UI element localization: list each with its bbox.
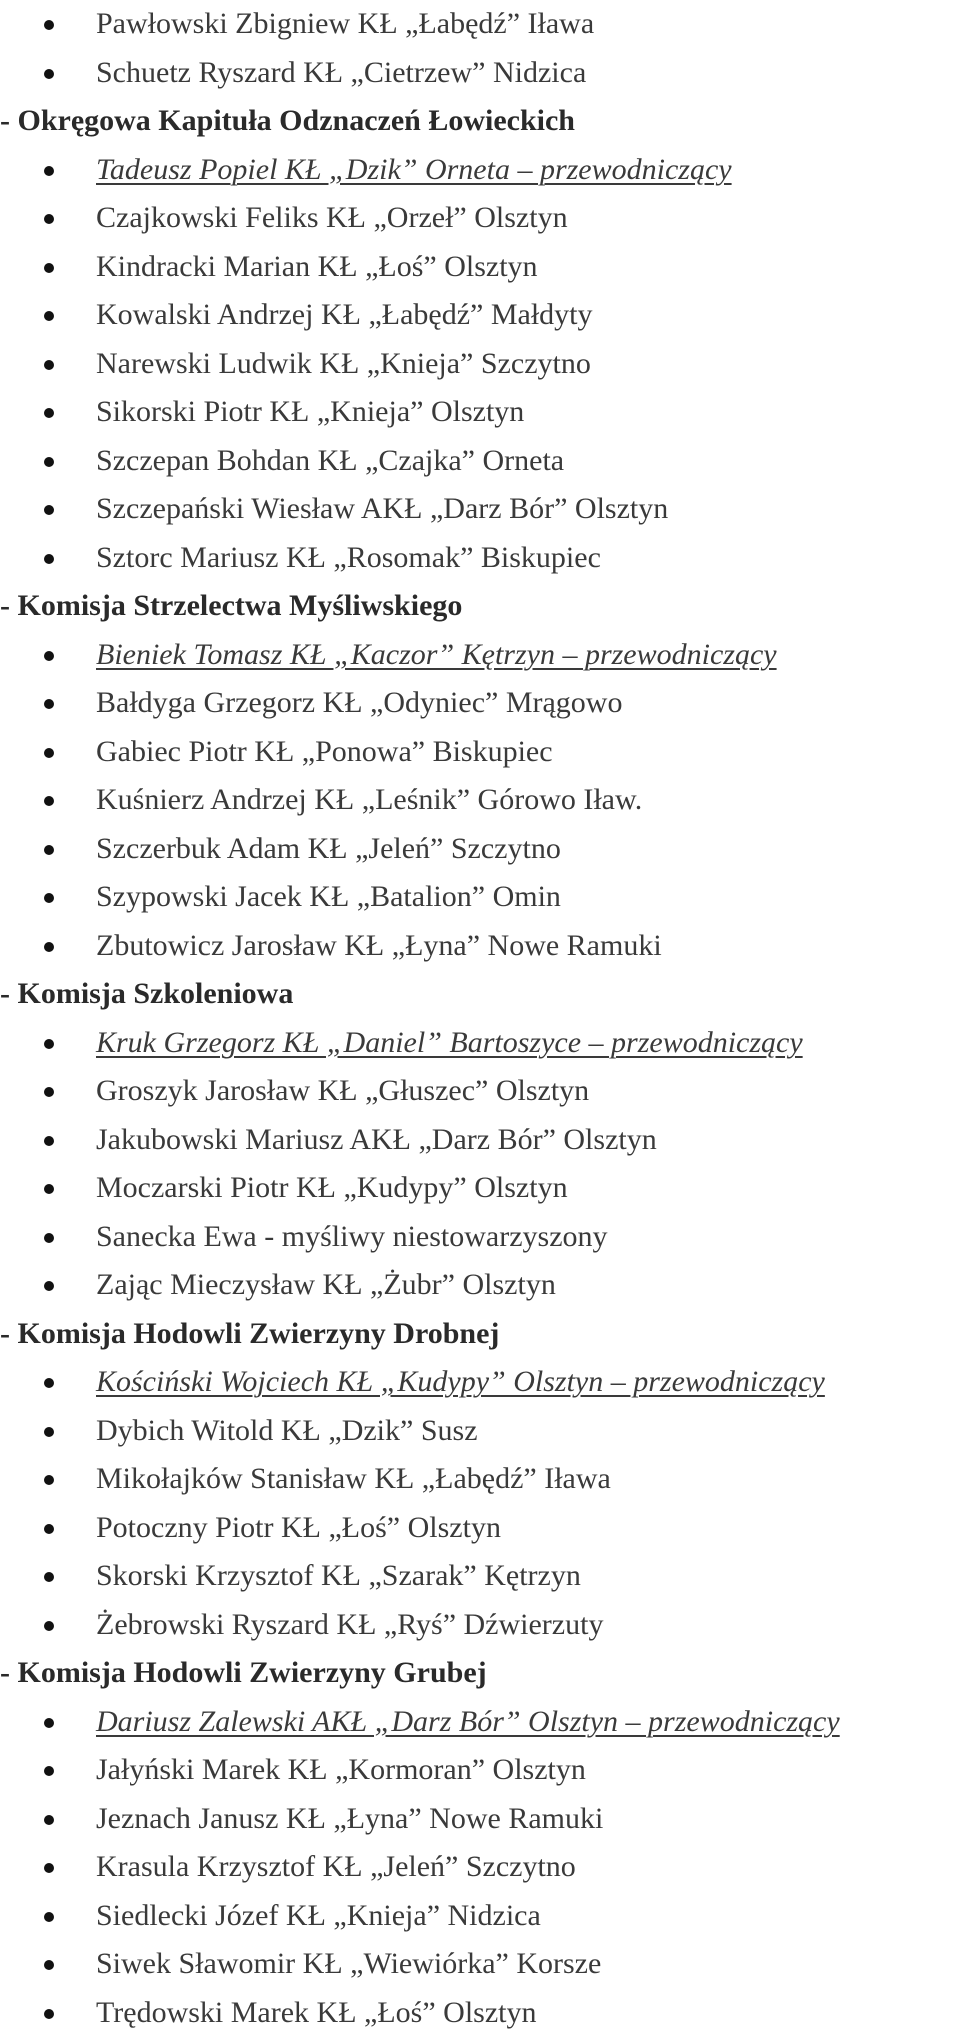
- member-text: Siedlecki Józef KŁ „Knieja” Nidzica: [96, 1899, 541, 1932]
- bullet-icon: [44, 942, 54, 952]
- list-item: [0, 1601, 960, 1650]
- section-heading: [0, 970, 960, 1019]
- bullet-icon: [44, 263, 54, 273]
- section-heading-text: - Okręgowa Kapituła Odznaczeń Łowieckich: [0, 104, 575, 137]
- member-text: Skorski Krzysztof KŁ „Szarak” Kętrzyn: [96, 1559, 581, 1592]
- list-item: [0, 1746, 960, 1795]
- section-heading: [0, 1310, 960, 1359]
- list-item: [0, 1067, 960, 1116]
- chairperson-text: Bieniek Tomasz KŁ „Kaczor” Kętrzyn – przewodniczący: [96, 638, 777, 671]
- list-item: [0, 1261, 960, 1310]
- list-item: [0, 146, 960, 195]
- bullet-icon: [44, 748, 54, 758]
- list-item: [0, 1989, 960, 2037]
- list-item: [0, 1698, 960, 1747]
- bullet-icon: [44, 1184, 54, 1194]
- member-text: Kuśnierz Andrzej KŁ „Leśnik” Górowo Iław.: [96, 783, 642, 816]
- bullet-icon: [44, 699, 54, 709]
- chairperson-text: Dariusz Zalewski AKŁ „Darz Bór” Olsztyn – przewodniczący: [96, 1705, 840, 1738]
- bullet-icon: [44, 1960, 54, 1970]
- list-item: [0, 243, 960, 292]
- member-text: Szczepan Bohdan KŁ „Czajka” Orneta: [96, 444, 564, 477]
- list-item: [0, 340, 960, 389]
- member-text: Kowalski Andrzej KŁ „Łabędź” Małdyty: [96, 298, 593, 331]
- member-text: Zając Mieczysław KŁ „Żubr” Olsztyn: [96, 1268, 556, 1301]
- chairperson-text: Tadeusz Popiel KŁ „Dzik” Orneta – przewodniczący: [96, 153, 732, 186]
- member-text: Jakubowski Mariusz AKŁ „Darz Bór” Olsztyn: [96, 1123, 657, 1156]
- list-item: [0, 1504, 960, 1553]
- list-item: [0, 1940, 960, 1989]
- bullet-icon: [44, 1766, 54, 1776]
- section-heading-text: - Komisja Szkoleniowa: [0, 977, 293, 1010]
- bullet-icon: [44, 1912, 54, 1922]
- bullet-icon: [44, 796, 54, 806]
- bullet-icon: [44, 20, 54, 30]
- list-item: [0, 291, 960, 340]
- member-text: Dybich Witold KŁ „Dzik” Susz: [96, 1414, 478, 1447]
- member-text: Siwek Sławomir KŁ „Wiewiórka” Korsze: [96, 1947, 601, 1980]
- section-heading: [0, 582, 960, 631]
- list-item: [0, 388, 960, 437]
- member-text: Szczerbuk Adam KŁ „Jeleń” Szczytno: [96, 832, 561, 865]
- list-item: [0, 728, 960, 777]
- list-item: [0, 194, 960, 243]
- bullet-icon: [44, 1863, 54, 1873]
- list-item: [0, 534, 960, 583]
- member-text: Sztorc Mariusz KŁ „Rosomak” Biskupiec: [96, 541, 601, 574]
- list-item: [0, 1407, 960, 1456]
- bullet-icon: [44, 1233, 54, 1243]
- bullet-icon: [44, 360, 54, 370]
- list-item: [0, 631, 960, 680]
- bullet-icon: [44, 845, 54, 855]
- bullet-icon: [44, 457, 54, 467]
- member-text: Schuetz Ryszard KŁ „Cietrzew” Nidzica: [96, 56, 586, 89]
- chairperson-text: Kruk Grzegorz KŁ „Daniel” Bartoszyce – przewodniczący: [96, 1026, 803, 1059]
- member-text: Pawłowski Zbigniew KŁ „Łabędź” Iława: [96, 7, 594, 40]
- member-text: Kindracki Marian KŁ „Łoś” Olsztyn: [96, 250, 538, 283]
- member-text: Szypowski Jacek KŁ „Batalion” Omin: [96, 880, 561, 913]
- bullet-icon: [44, 2009, 54, 2019]
- list-item: [0, 1552, 960, 1601]
- bullet-icon: [44, 893, 54, 903]
- list-item: [0, 1164, 960, 1213]
- list-item: [0, 1358, 960, 1407]
- bullet-icon: [44, 311, 54, 321]
- section-heading: [0, 97, 960, 146]
- bullet-icon: [44, 1475, 54, 1485]
- list-item: [0, 922, 960, 971]
- member-text: Groszyk Jarosław KŁ „Głuszec” Olsztyn: [96, 1074, 589, 1107]
- member-text: Narewski Ludwik KŁ „Knieja” Szczytno: [96, 347, 591, 380]
- member-text: Moczarski Piotr KŁ „Kudypy” Olsztyn: [96, 1171, 568, 1204]
- list-item: [0, 1116, 960, 1165]
- list-item: [0, 825, 960, 874]
- member-text: Sikorski Piotr KŁ „Knieja” Olsztyn: [96, 395, 524, 428]
- list-item: [0, 1795, 960, 1844]
- bullet-icon: [44, 1524, 54, 1534]
- bullet-icon: [44, 1815, 54, 1825]
- member-text: Trędowski Marek KŁ „Łoś” Olsztyn: [96, 1996, 537, 2029]
- member-text: Krasula Krzysztof KŁ „Jeleń” Szczytno: [96, 1850, 576, 1883]
- bullet-icon: [44, 1427, 54, 1437]
- list-item: [0, 1019, 960, 1068]
- member-text: Zbutowicz Jarosław KŁ „Łyna” Nowe Ramuki: [96, 929, 662, 962]
- member-text: Jeznach Janusz KŁ „Łyna” Nowe Ramuki: [96, 1802, 603, 1835]
- member-text: Sanecka Ewa - myśliwy niestowarzyszony: [96, 1220, 608, 1253]
- bullet-icon: [44, 214, 54, 224]
- section-heading-text: - Komisja Strzelectwa Myśliwskiego: [0, 589, 462, 622]
- bullet-icon: [44, 1039, 54, 1049]
- bullet-icon: [44, 1621, 54, 1631]
- bullet-icon: [44, 69, 54, 79]
- member-text: Jałyński Marek KŁ „Kormoran” Olsztyn: [96, 1753, 586, 1786]
- list-item: [0, 1455, 960, 1504]
- chairperson-text: Kościński Wojciech KŁ „Kudypy” Olsztyn – przewodniczący: [96, 1365, 825, 1398]
- list-item: [0, 679, 960, 728]
- bullet-icon: [44, 166, 54, 176]
- list-item: [0, 49, 960, 98]
- member-text: Czajkowski Feliks KŁ „Orzeł” Olsztyn: [96, 201, 568, 234]
- list-item: [0, 873, 960, 922]
- bullet-icon: [44, 651, 54, 661]
- member-text: Bałdyga Grzegorz KŁ „Odyniec” Mrągowo: [96, 686, 622, 719]
- member-text: Gabiec Piotr KŁ „Ponowa” Biskupiec: [96, 735, 553, 768]
- bullet-icon: [44, 408, 54, 418]
- bullet-icon: [44, 1136, 54, 1146]
- bullet-icon: [44, 554, 54, 564]
- bullet-icon: [44, 505, 54, 515]
- member-text: Żebrowski Ryszard KŁ „Ryś” Dźwierzuty: [96, 1608, 603, 1641]
- bullet-icon: [44, 1281, 54, 1291]
- section-heading: [0, 1649, 960, 1698]
- list-item: [0, 1892, 960, 1941]
- list-item: [0, 776, 960, 825]
- bullet-icon: [44, 1087, 54, 1097]
- section-heading-text: - Komisja Hodowli Zwierzyny Grubej: [0, 1656, 487, 1689]
- list-item: [0, 1213, 960, 1262]
- list-item: [0, 437, 960, 486]
- member-text: Szczepański Wiesław AKŁ „Darz Bór” Olsztyn: [96, 492, 668, 525]
- member-text: Mikołajków Stanisław KŁ „Łabędź” Iława: [96, 1462, 611, 1495]
- member-text: Potoczny Piotr KŁ „Łoś” Olsztyn: [96, 1511, 501, 1544]
- list-item: [0, 485, 960, 534]
- list-item: [0, 0, 960, 49]
- list-item: [0, 1843, 960, 1892]
- bullet-icon: [44, 1718, 54, 1728]
- section-heading-text: - Komisja Hodowli Zwierzyny Drobnej: [0, 1317, 499, 1350]
- bullet-icon: [44, 1572, 54, 1582]
- bullet-icon: [44, 1378, 54, 1388]
